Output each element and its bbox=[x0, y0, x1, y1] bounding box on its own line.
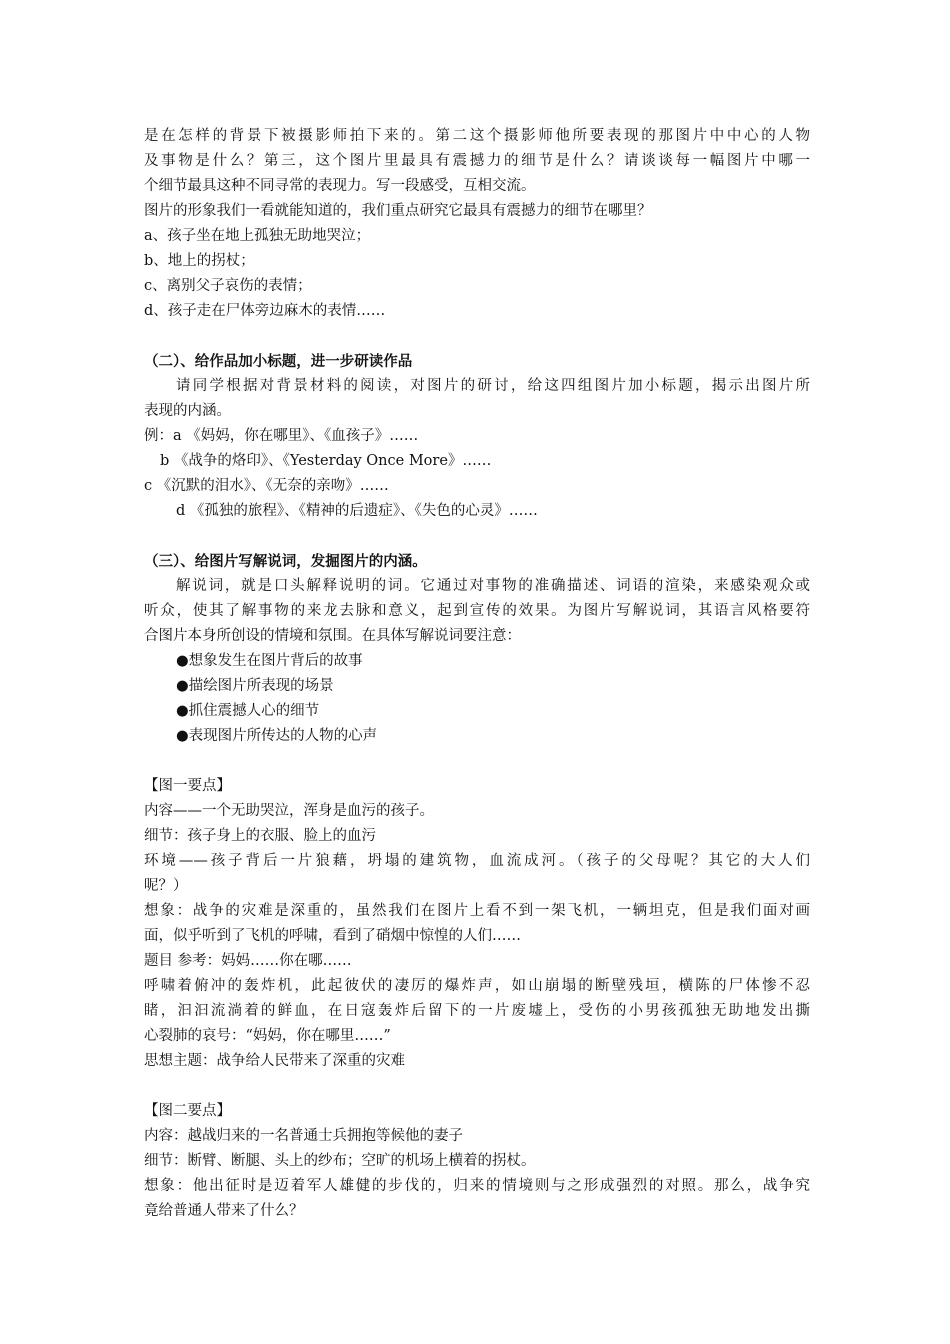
figure2-imagine-line-2: 竟给普通人带来了什么？ bbox=[144, 1203, 304, 1219]
example-b: b 《战争的烙印》、《Yesterday Once More》…… bbox=[160, 453, 492, 469]
intro-line-3: 个细节最具这种不同寻常的表现力。写一段感受，互相交流。 bbox=[144, 178, 536, 194]
figure2-content: 内容：越战归来的一名普通士兵拥抱等候他的妻子 bbox=[144, 1128, 463, 1144]
list-item-a: a、孩子坐在地上孤独无助地哭泣； bbox=[144, 228, 371, 244]
figure1-theme: 思想主题：战争给人民带来了深重的灾难 bbox=[144, 1053, 405, 1069]
figure1-desc-line-2: 睹，汩汩流淌着的鲜血，在日寇轰炸后留下的一片废墟上，受伤的小男孩孤独无助地发出撕 bbox=[144, 1003, 810, 1019]
intro-line-1: 是在怎样的背景下被摄影师拍下来的。第二这个摄影师他所要表现的那图片中中心的人物 bbox=[144, 128, 810, 144]
section3-para-line-3: 合图片本身所创设的情境和氛围。在具体写解说词要注意： bbox=[144, 628, 521, 644]
figure2-imagine-line-1: 想象：他出征时是迈着军人雄健的步伐的，归来的情境则与之形成强烈的对照。那么，战争究 bbox=[144, 1178, 810, 1194]
figure2-heading: 【图二要点】 bbox=[144, 1103, 231, 1119]
list-item-d: d、孩子走在尸体旁边麻木的表情…… bbox=[144, 303, 386, 319]
figure1-desc-line-1: 呼啸着俯冲的轰炸机，此起彼伏的凄厉的爆炸声，如山崩塌的断壁残垣，横陈的尸体惨不忍 bbox=[144, 978, 810, 994]
example-d: d 《孤独的旅程》、《精神的后遗症》、《失色的心灵》…… bbox=[176, 503, 538, 519]
section2-para-line-1: 请同学根据对背景材料的阅读，对图片的研讨，给这四组图片加小标题，揭示出图片所 bbox=[176, 378, 810, 394]
figure1-imagine-line-2: 面，似乎听到了飞机的呼啸，看到了硝烟中惊惶的人们…… bbox=[144, 928, 521, 944]
bullet-item: ●描绘图片所表现的场景 bbox=[176, 678, 334, 694]
intro-line-4: 图片的形象我们一看就能知道的，我们重点研究它最具有震撼力的细节在哪里？ bbox=[144, 203, 652, 219]
figure2-detail: 细节：断臂、断腿、头上的纱布；空旷的机场上横着的拐杖。 bbox=[144, 1153, 536, 1169]
figure1-env-line-1: 环境——孩子背后一片狼藉，坍塌的建筑物，血流成河。（孩子的父母呢？其它的大人们 bbox=[144, 853, 810, 869]
example-a: 例：a 《妈妈，你在哪里》、《血孩子》…… bbox=[144, 428, 419, 444]
spacer bbox=[144, 1074, 810, 1099]
intro-line-2: 及事物是什么？第三，这个图片里最具有震撼力的细节是什么？请谈谈每一幅图片中哪一 bbox=[144, 153, 810, 169]
bullet-item: ●想象发生在图片背后的故事 bbox=[176, 653, 363, 669]
spacer bbox=[144, 749, 810, 774]
section3-heading: （三）、给图片写解说词，发掘图片的内涵。 bbox=[144, 553, 427, 570]
figure1-desc-line-3: 心裂肺的哀号：“妈妈，你在哪里……” bbox=[144, 1028, 391, 1044]
figure1-imagine-line-1: 想象：战争的灾难是深重的，虽然我们在图片上看不到一架飞机，一辆坦克，但是我们面对画 bbox=[144, 903, 810, 919]
document-page bbox=[144, 124, 810, 1224]
figure1-content: 内容——一个无助哭泣，浑身是血污的孩子。 bbox=[144, 803, 434, 819]
figure1-heading: 【图一要点】 bbox=[144, 778, 231, 794]
section3-para-line-1: 解说词，就是口头解释说明的词。它通过对事物的准确描述、词语的渲染，来感染观众或 bbox=[176, 578, 810, 594]
bullet-item: ●表现图片所传达的人物的心声 bbox=[176, 728, 378, 744]
figure1-env-line-2: 呢？） bbox=[144, 878, 188, 894]
example-c: c 《沉默的泪水》、《无奈的亲吻》…… bbox=[144, 478, 389, 494]
list-item-b: b、地上的拐杖； bbox=[144, 253, 255, 269]
section3-para-line-2: 听众，使其了解事物的来龙去脉和意义，起到宣传的效果。为图片写解说词，其语言风格要符 bbox=[144, 603, 810, 619]
spacer bbox=[144, 524, 810, 549]
figure1-detail: 细节：孩子身上的衣服、脸上的血污 bbox=[144, 828, 376, 844]
spacer bbox=[144, 324, 810, 349]
bullet-item: ●抓住震撼人心的细节 bbox=[176, 703, 320, 719]
section2-para-line-2: 表现的内涵。 bbox=[144, 403, 231, 419]
figure1-title-ref: 题目 参考：妈妈……你在哪…… bbox=[144, 953, 352, 969]
section2-heading: （二）、给作品加小标题，进一步研读作品 bbox=[144, 353, 413, 370]
list-item-c: c、离别父子哀伤的表情； bbox=[144, 278, 312, 294]
